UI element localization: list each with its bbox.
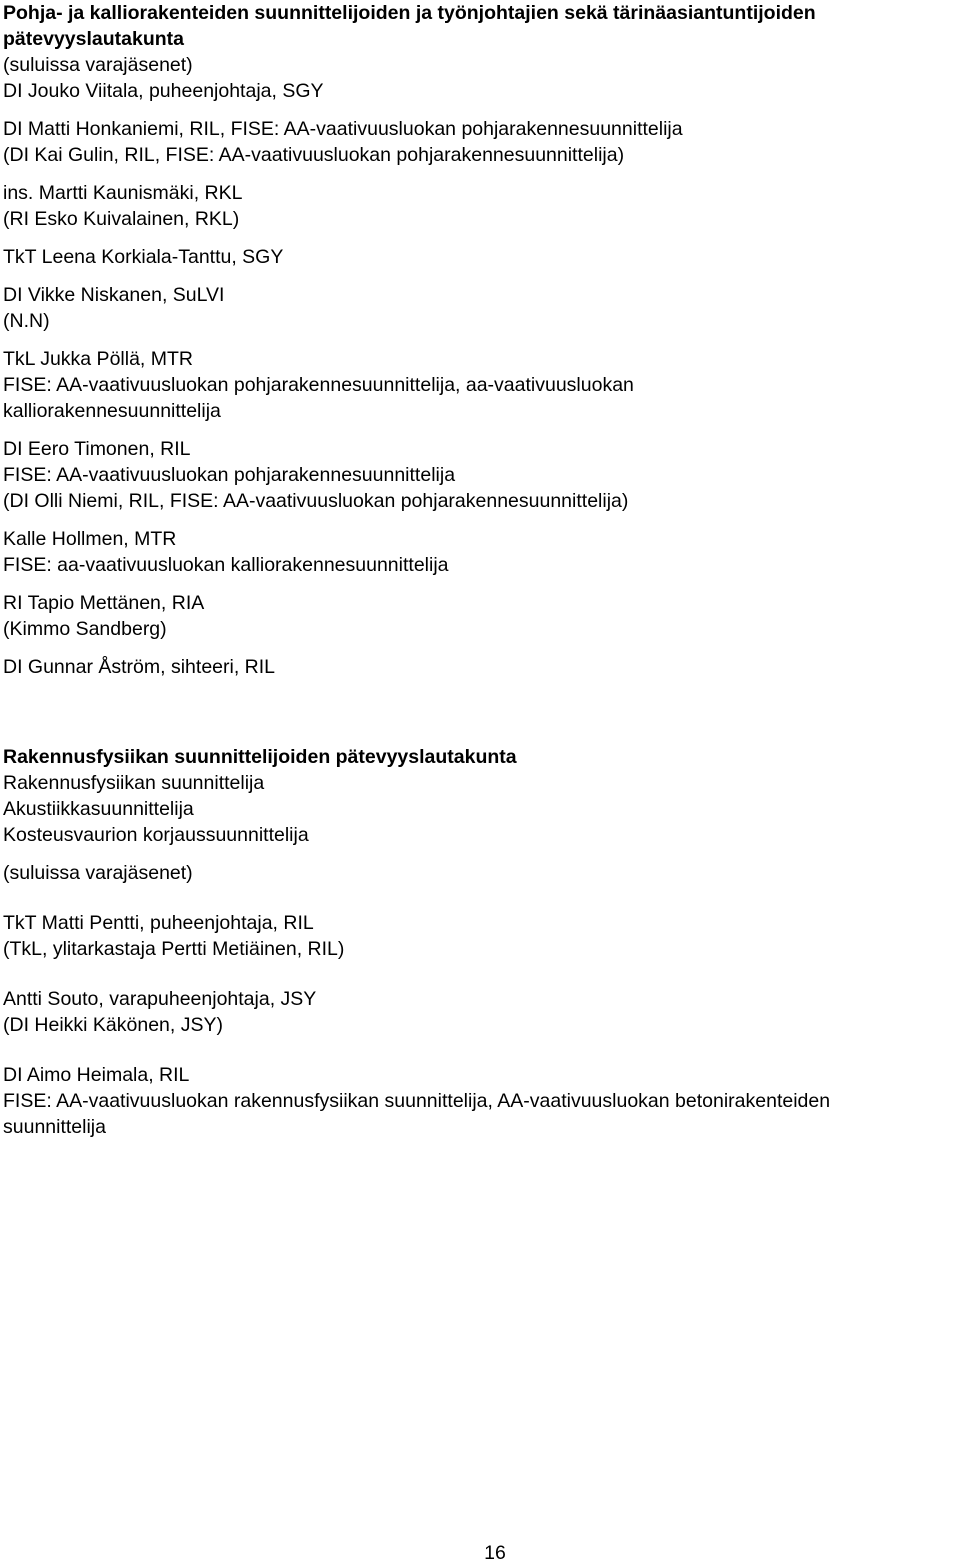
spacer (3, 514, 960, 526)
spacer (3, 898, 960, 910)
member-entry (3, 282, 960, 334)
member-line: TkL Jukka Pöllä, MTR (3, 348, 193, 370)
member-entry (3, 590, 960, 642)
member-entry (3, 436, 960, 514)
section-title: Rakennusfysiikan suunnittelijoiden pätevyyslautakunta (3, 746, 517, 768)
chair-entry: DI Jouko Viitala, puheenjohtaja, SGY (3, 80, 324, 102)
spacer (3, 578, 960, 590)
member-line: (RI Esko Kuivalainen, RKL) (3, 208, 240, 230)
member-line: Antti Souto, varapuheenjohtaja, JSY (3, 988, 317, 1010)
section-spacer (3, 680, 960, 744)
section-title-line-2: pätevyyslautakunta (3, 28, 184, 50)
member-line: TkT Leena Korkiala-Tanttu, SGY (3, 246, 284, 268)
spacer (3, 1050, 960, 1062)
member-line: (DI Heikki Käkönen, JSY) (3, 1014, 223, 1036)
member-line: DI Aimo Heimala, RIL (3, 1064, 190, 1086)
member-entry (3, 910, 960, 962)
member-line: RI Tapio Mettänen, RIA (3, 592, 205, 614)
spacer (3, 424, 960, 436)
section-geotechnical-board (3, 0, 960, 680)
member-entry (3, 1062, 960, 1140)
member-entry (3, 986, 960, 1038)
member-line: (Kimmo Sandberg) (3, 618, 167, 640)
member-entry (3, 654, 960, 680)
deputies-note: (suluissa varajäsenet) (3, 862, 193, 884)
section-subtitle: Rakennusfysiikan suunnittelija (3, 772, 265, 794)
section-subtitle: Kosteusvaurion korjaussuunnittelija (3, 824, 309, 846)
document-page (3, 0, 960, 1562)
spacer (3, 270, 960, 282)
member-entry (3, 526, 960, 578)
deputies-note: (suluissa varajäsenet) (3, 54, 193, 76)
spacer (3, 334, 960, 346)
spacer (3, 962, 960, 974)
member-line: FISE: aa-vaativuusluokan kalliorakennesuunnittelija (3, 554, 449, 576)
spacer (3, 848, 960, 860)
member-line: kalliorakennesuunnittelija (3, 400, 221, 422)
member-line: (TkL, ylitarkastaja Pertti Metiäinen, RIL) (3, 938, 345, 960)
section-subtitle: Akustiikkasuunnittelija (3, 798, 194, 820)
member-line: FISE: AA-vaativuusluokan rakennusfysiikan suunnittelija, AA-vaativuusluokan betonirakenteiden (3, 1090, 831, 1112)
spacer (3, 974, 960, 986)
spacer (3, 168, 960, 180)
member-line: Kalle Hollmen, MTR (3, 528, 177, 550)
member-line: ins. Martti Kaunismäki, RKL (3, 182, 243, 204)
spacer (3, 642, 960, 654)
member-line: FISE: AA-vaativuusluokan pohjarakennesuunnittelija (3, 464, 456, 486)
member-line: FISE: AA-vaativuusluokan pohjarakennesuunnittelija, aa-vaativuusluokan (3, 374, 634, 396)
spacer (3, 1038, 960, 1050)
member-line: DI Matti Honkaniemi, RIL, FISE: AA-vaativuusluokan pohjarakennesuunnittelija (3, 118, 683, 140)
member-line: DI Vikke Niskanen, SuLVI (3, 284, 225, 306)
member-line: (N.N) (3, 310, 50, 332)
member-entry (3, 244, 960, 270)
section-title-line-1: Pohja- ja kalliorakenteiden suunnittelijoiden ja työnjohtajien sekä tärinäasiantuntijoiden (3, 2, 816, 24)
member-entry (3, 346, 960, 424)
member-line: suunnittelija (3, 1116, 106, 1138)
section-building-physics-board (3, 744, 960, 1140)
member-line: DI Eero Timonen, RIL (3, 438, 191, 460)
member-line: TkT Matti Pentti, puheenjohtaja, RIL (3, 912, 314, 934)
page-number: 16 (484, 1542, 506, 1564)
member-entry (3, 116, 960, 168)
member-line: (DI Kai Gulin, RIL, FISE: AA-vaativuusluokan pohjarakennesuunnittelija) (3, 144, 625, 166)
member-line: DI Gunnar Åström, sihteeri, RIL (3, 656, 276, 678)
member-line: (DI Olli Niemi, RIL, FISE: AA-vaativuusluokan pohjarakennesuunnittelija) (3, 490, 629, 512)
spacer (3, 232, 960, 244)
spacer (3, 886, 960, 898)
spacer (3, 104, 960, 116)
member-entry (3, 180, 960, 232)
